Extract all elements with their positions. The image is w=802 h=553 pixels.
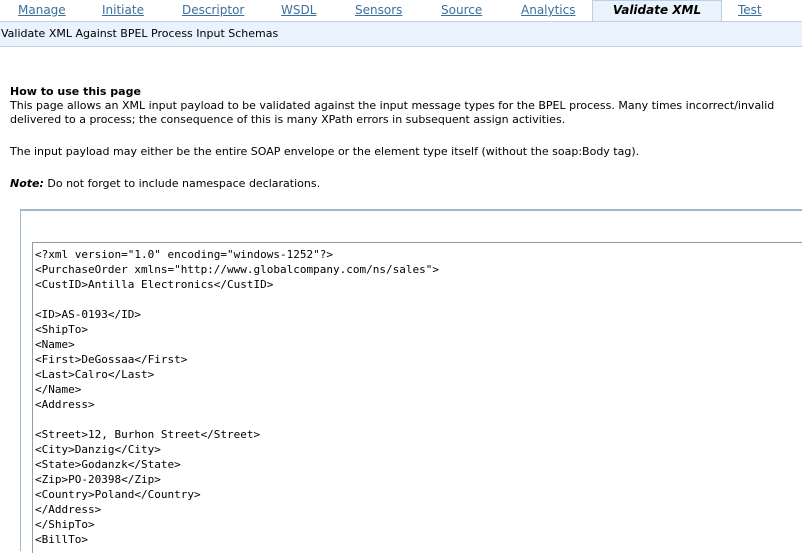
xml-payload-text[interactable]: <?xml version="1.0" encoding="windows-1252"?> <PurchaseOrder xmlns="http://www.globalcompany.com/ns/sales"> <CustID>Antilla Electronics</CustID> <ID>AS-0193</ID> <ShipTo> <Name> <First>DeGossaa</First> <Last>Calro</Last> </Name> <Address> <Street>12, Burhon Street</Street> <City>Danzig</City> <State>Godanzk</State> <Zip>PO-20398</Zip> <Country>Poland</Country> </Address> </ShipTo> <BillTo> bbox=[35, 248, 439, 546]
tab-wsdl[interactable]: WSDL bbox=[281, 3, 317, 17]
namespace-note bbox=[10, 177, 320, 191]
tab-bar bbox=[0, 0, 802, 20]
tab-sensors[interactable]: Sensors bbox=[355, 3, 403, 17]
howto-title: How to use this page bbox=[10, 85, 141, 98]
xml-payload-textarea[interactable] bbox=[32, 242, 802, 553]
payload-note: The input payload may either be the entire SOAP envelope or the element type itself (without the soap:Body tag). bbox=[10, 145, 640, 158]
page-subheader: Validate XML Against BPEL Process Input Schemas bbox=[0, 21, 802, 47]
howto-paragraph-line1: This page allows an XML input payload to be validated against the input message types for the BPEL process. Many times incorrect/invalid bbox=[10, 99, 775, 112]
tab-descriptor[interactable]: Descriptor bbox=[182, 3, 245, 17]
tab-initiate[interactable]: Initiate bbox=[102, 3, 144, 17]
note-text: Do not forget to include namespace declarations. bbox=[43, 177, 321, 190]
howto-paragraph-line2: delivered to a process; the consequence of this is many XPath errors in subsequent assign activities. bbox=[10, 113, 566, 126]
instructions bbox=[10, 84, 802, 190]
tab-manage[interactable]: Manage bbox=[18, 3, 66, 17]
note-label: Note: bbox=[10, 177, 44, 190]
tab-validate-xml[interactable]: Validate XML bbox=[592, 0, 722, 21]
tab-analytics[interactable]: Analytics bbox=[521, 3, 576, 17]
tab-test[interactable]: Test bbox=[738, 3, 762, 17]
tab-source[interactable]: Source bbox=[441, 3, 483, 17]
